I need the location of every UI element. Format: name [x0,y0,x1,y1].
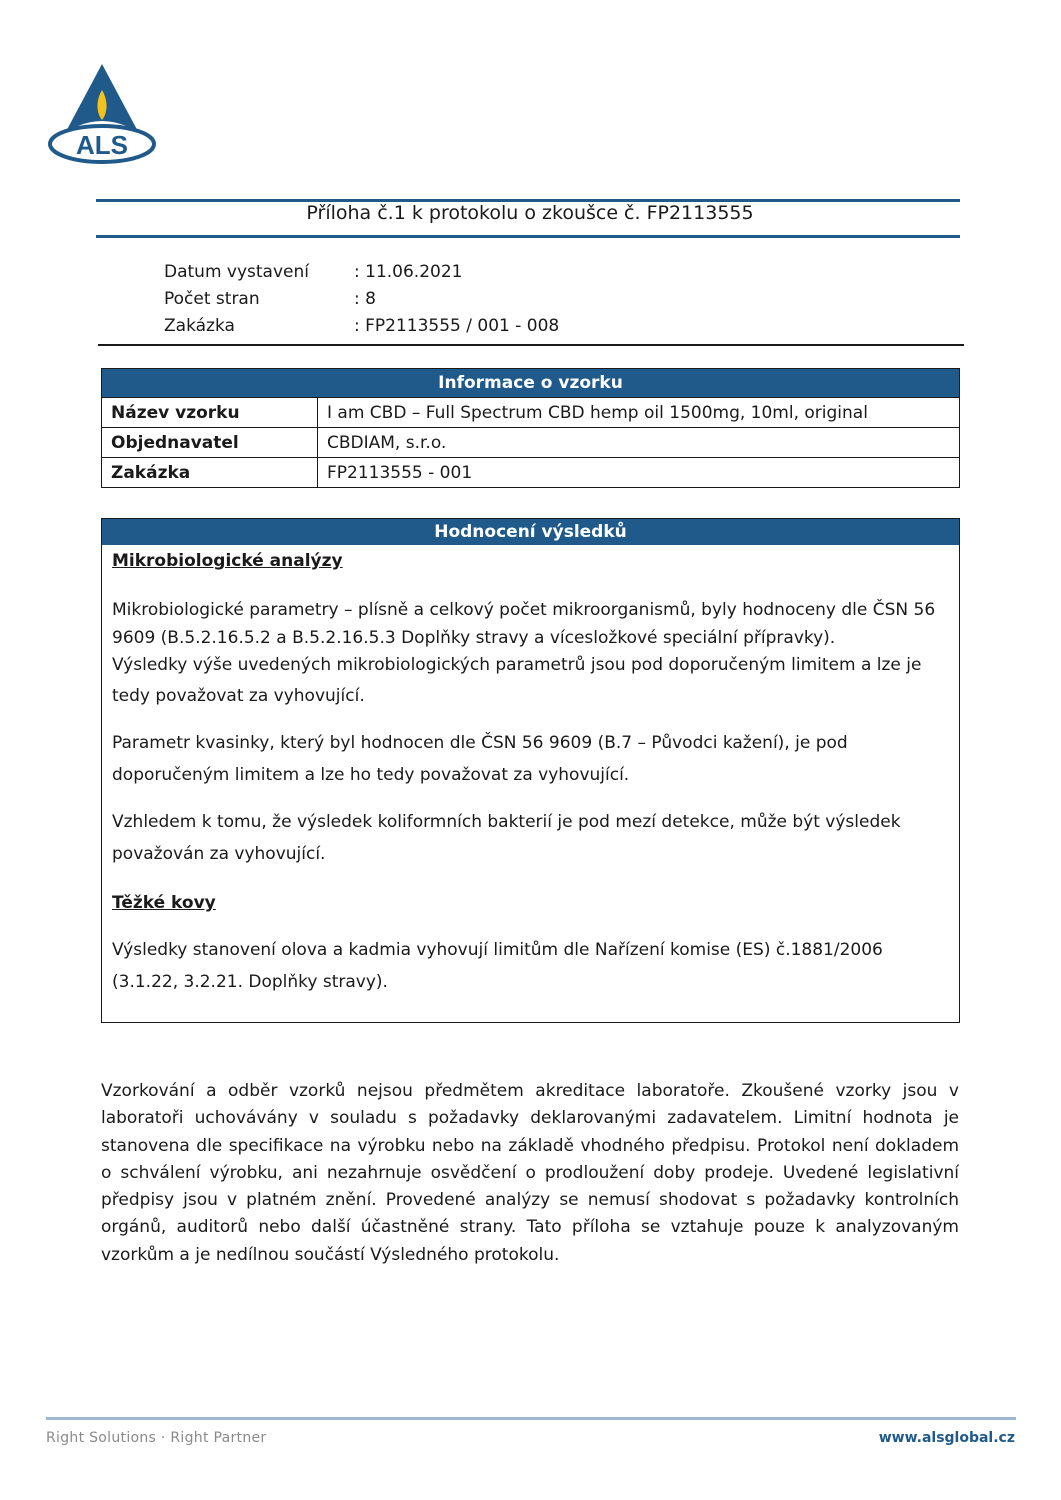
meta-value: : 8 [354,289,376,309]
sample-name-value: I am CBD – Full Spectrum CBD hemp oil 1500mg, 10ml, original [318,398,960,428]
micro-text-line: Mikrobiologické parametry – plísně a celkový počet mikroorganismů, byly hodnoceny dle ČSN 56 [112,600,936,620]
disclaimer-text: Vzorkování a odběr vzorků nejsou předmětem akreditace laboratoře. Zkoušené vzorky jsou v laboratoři uchovávány v souladu s požadavky deklarovanými zadavatelem. Limitní hodnota je stanovena dle specifikace na výrobku nebo na základě vhodného předpisu. Protokol není dokladem o schválení výrobku, ani nezahrnuje osvědčení o prodloužení doby prodeje. Uvedené legislativní předpisy jsou v platném znění. Provedené analýzy se nemusí shodovat s požadavky kontrolních orgánů, auditorů nebo další účastněné strany. Tato příloha se vztahuje pouze k analyzovaným vzorkům a je nedílnou součástí Výsledného protokolu. [101,1081,959,1265]
table-row [102,458,960,488]
metals-text-line: Výsledky stanovení olova a kadmia vyhovují limitům dle Nařízení komise (ES) č.1881/2006 [112,940,883,960]
micro-text-line: považován za vyhovující. [112,844,326,864]
title-rule-bottom [96,235,960,238]
sample-info-heading: Informace o vzorku [102,369,960,398]
logo-text: ALS [76,130,128,160]
page-title: Příloha č.1 k protokolu o zkoušce č. FP2113555 [306,202,754,224]
meta-divider [98,344,964,346]
micro-text-line: Výsledky výše uvedených mikrobiologických parametrů jsou pod doporučeným limitem a lze je [112,655,922,675]
micro-text-line: doporučeným limitem a lze ho tedy považovat za vyhovující. [112,765,630,785]
meta-row-pages [164,286,559,313]
footer-website-link[interactable]: www.alsglobal.cz [878,1430,1015,1446]
meta-label: Zakázka [164,316,235,336]
meta-row-order [164,313,559,340]
micro-text-line: Parametr kvasinky, který byl hodnocen dle ČSN 56 9609 (B.7 – Původci kažení), je pod [112,733,848,753]
micro-text-line: Vzhledem k tomu, že výsledek koliformních bakterií je pod mezí detekce, může být výsledek [112,812,901,832]
meta-label: Počet stran [164,289,260,309]
evaluation-heading: Hodnocení výsledků [102,519,959,545]
sample-name-label: Název vzorku [102,398,318,428]
order-value: FP2113555 - 001 [318,458,960,488]
meta-value: : 11.06.2021 [354,262,463,282]
meta-value: : FP2113555 / 001 - 008 [354,316,560,336]
footer-tagline: Right Solutions · Right Partner [46,1430,267,1446]
micro-text-line: 9609 (B.5.2.16.5.2 a B.5.2.16.5.3 Doplňky stravy a vícesložkové speciální přípravky). [112,628,836,648]
customer-label: Objednavatel [102,428,318,458]
order-label: Zakázka [102,458,318,488]
meta-row-date [164,259,559,286]
meta-label: Datum vystavení [164,262,309,282]
evaluation-box [101,518,960,1023]
metals-section-title: Těžké kovy [112,893,216,913]
als-logo [48,62,156,166]
micro-section-title: Mikrobiologické analýzy [112,551,343,571]
customer-value: CBDIAM, s.r.o. [318,428,960,458]
footer-rule [46,1417,1016,1420]
table-row [102,398,960,428]
micro-text-line: tedy považovat za vyhovující. [112,686,365,706]
metals-text-line: (3.1.22, 3.2.21. Doplňky stravy). [112,972,388,992]
table-row [102,428,960,458]
sample-info-table [101,368,960,488]
document-meta [164,259,559,340]
